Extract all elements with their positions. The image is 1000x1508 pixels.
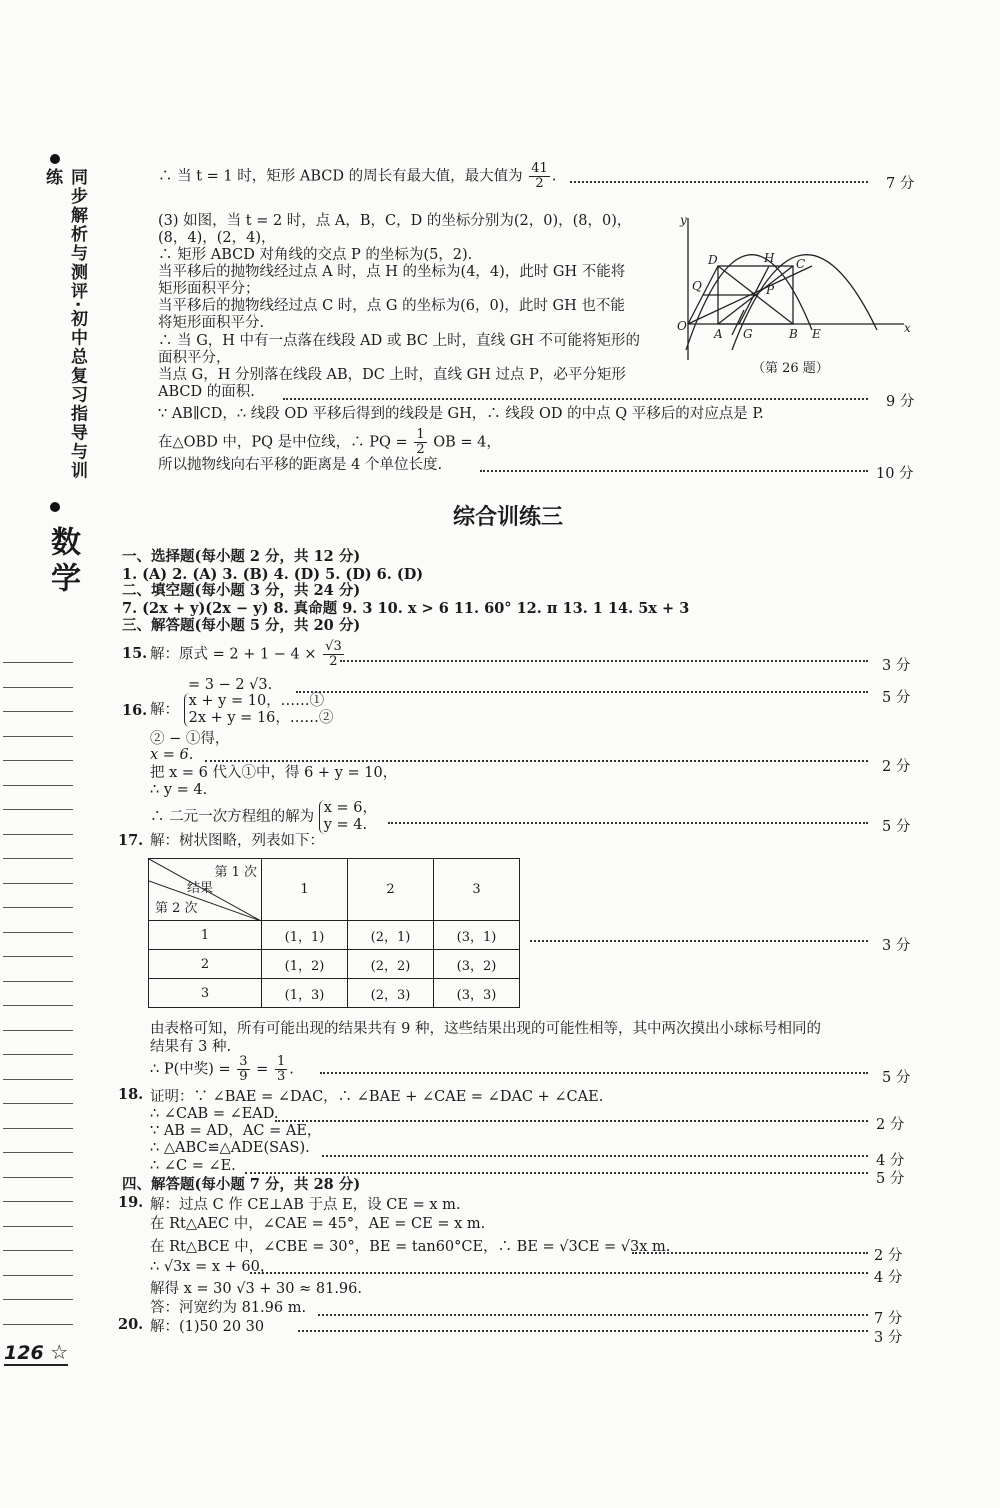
row-label: 1 — [149, 921, 262, 950]
label-y: y — [680, 213, 687, 227]
line-text: ∴ 二元一次方程组的解为 — [150, 809, 315, 825]
table-row — [149, 921, 520, 950]
result-table — [148, 858, 520, 1008]
dotted-leader — [296, 691, 868, 693]
text-line: ∴ ∠C = ∠E. — [150, 1158, 236, 1174]
row-label: 3 — [149, 979, 262, 1008]
text-line: ∵ AB∥CD，∴ 线段 OD 平移后得到的线段是 GH，∴ 线段 OD 的中点 Q 平移后的对应点是 P. — [158, 406, 764, 422]
label-a: A — [714, 327, 723, 341]
text-line: 结果有 3 种. — [150, 1039, 232, 1055]
text-line: ∴ △ABC≌△ADE(SAS). — [150, 1140, 310, 1156]
text-line: 在 Rt△BCE 中，∠CBE = 30°，BE = tan60°CE，∴ BE = √3CE = √3x m. — [150, 1239, 671, 1255]
label-g: G — [743, 327, 753, 341]
text-line: 解：树状图略，列表如下： — [150, 833, 324, 849]
table-row — [149, 979, 520, 1008]
frac-num: 3 — [239, 1054, 248, 1069]
text-line: 解：过点 C 作 CE⊥AB 于点 E，设 CE = x m. — [150, 1197, 461, 1213]
text-line: 答：河宽约为 81.96 m. — [150, 1300, 307, 1316]
section-title: 综合训练三 — [453, 505, 564, 530]
score-label: 5 分 — [882, 819, 911, 835]
subject-label: 数学 — [45, 526, 80, 598]
column-header: 2 — [348, 859, 434, 921]
row-label: 2 — [149, 950, 262, 979]
page-number — [4, 1340, 68, 1366]
table-cell: (1，2) — [262, 950, 348, 979]
table-cell: (2，3) — [348, 979, 434, 1008]
text-line: 解：(1)50 20 30 — [150, 1319, 265, 1335]
text-line: 面积平分， — [158, 350, 231, 366]
line-text: 解：原式 = 2 + 1 − 4 × — [150, 646, 317, 663]
equation: y = 4. — [323, 817, 368, 833]
equation: x = 6， — [323, 800, 377, 816]
line-text: = — [256, 1061, 269, 1078]
label-x: x — [904, 321, 911, 335]
score-label: 2 分 — [876, 1117, 905, 1133]
dotted-leader — [632, 1252, 868, 1254]
text-line: ∴ 矩形 ABCD 对角线的交点 P 的坐标为(5，2). — [158, 247, 473, 263]
text-line: 当平移后的抛物线经过点 A 时，点 H 的坐标为(4，4)，此时 GH 不能将 — [158, 264, 626, 280]
question-number: 20. — [118, 1316, 144, 1333]
corner-label: 第 2 次 — [155, 901, 198, 916]
table-cell: (1，1) — [262, 921, 348, 950]
text-line: 将矩形面积平分. — [158, 315, 265, 331]
text-line: 在 Rt△AEC 中，∠CAE = 45°，AE = CE = x m. — [150, 1216, 486, 1232]
frac-den: 9 — [239, 1069, 248, 1084]
score-label: 4 分 — [876, 1153, 905, 1169]
dotted-leader — [298, 1330, 868, 1332]
text-line: ∴ y = 4. — [150, 782, 208, 798]
score-label: 9 分 — [886, 394, 915, 410]
text-line — [150, 800, 377, 834]
bullet-dot — [50, 154, 60, 164]
text-line: 解得 x = 30 √3 + 30 ≈ 81.96. — [150, 1281, 362, 1297]
corner-label: 结果 — [187, 881, 214, 896]
fraction — [323, 640, 344, 669]
score-label: 2 分 — [882, 759, 911, 775]
star-icon: ☆ — [50, 1340, 69, 1364]
line-text: ∴ 当 t = 1 时，矩形 ABCD 的周长有最大值，最大值为 — [158, 168, 523, 185]
score-label: 5 分 — [882, 1070, 911, 1086]
table-row — [149, 950, 520, 979]
frac-num: 41 — [531, 161, 548, 176]
section-heading: 三、解答题(每小题 5 分，共 20 分) — [122, 617, 361, 634]
score-label: 10 分 — [876, 466, 914, 482]
dotted-leader — [245, 1172, 868, 1174]
label-d: D — [708, 253, 718, 267]
book-title-vertical: 同步解析与测评·初中总复习指导与训练 — [42, 168, 87, 481]
frac-num: 1 — [276, 1054, 286, 1069]
section-heading: 二、填空题(每小题 3 分，共 24 分) — [122, 582, 361, 599]
text-line: ∴ √3x = x + 60， — [150, 1259, 275, 1275]
fraction — [414, 428, 426, 457]
text-line — [150, 1055, 294, 1084]
column-header: 3 — [434, 859, 520, 921]
label-p: P — [766, 283, 775, 297]
table-cell: (3，1) — [434, 921, 520, 950]
text-line: 当点 G，H 分别落在线段 AB，DC 上时，直线 GH 过点 P，必平分矩形 — [158, 367, 626, 383]
score-label: 2 分 — [874, 1248, 903, 1264]
dotted-leader — [275, 1120, 868, 1122]
line-text: 解： — [150, 702, 179, 718]
text-line: 矩形面积平分； — [158, 281, 260, 297]
dotted-leader — [388, 822, 868, 824]
score-label: 7 分 — [886, 176, 915, 192]
dotted-leader — [570, 181, 868, 183]
table-cell: (1，3) — [262, 979, 348, 1008]
frac-den: 2 — [329, 654, 338, 669]
section-heading: 四、解答题(每小题 7 分，共 28 分) — [122, 1176, 361, 1193]
answer-line: 7. (2x + y)(2x − y) 8. 真命题 9. 3 10. x > 6 11. 60° 12. π 13. 1 14. 5x + 3 — [122, 600, 690, 617]
answer-line: 1. (A) 2. (A) 3. (B) 4. (D) 5. (D) 6. (D) — [122, 566, 424, 583]
score-label: 3 分 — [874, 1330, 903, 1346]
text-line: 当平移后的抛物线经过点 C 时，点 G 的坐标为(6，0)，此时 GH 也不能 — [158, 298, 625, 314]
text-line: 把 x = 6 代入①中，得 6 + y = 10， — [150, 765, 398, 781]
text-line: = 3 − 2 √3. — [188, 677, 273, 693]
equation-system — [184, 693, 334, 727]
score-label: 3 分 — [882, 938, 911, 954]
question-number: 16. — [122, 702, 148, 719]
table-corner — [149, 859, 262, 921]
table-cell: (3，2) — [434, 950, 520, 979]
dotted-leader — [320, 1072, 868, 1074]
label-q: Q — [692, 279, 702, 293]
label-c: C — [796, 257, 806, 271]
text-line: ② − ①得， — [150, 731, 230, 747]
line-text: ∴ P(中奖) = — [150, 1061, 231, 1078]
score-label: 7 分 — [874, 1311, 903, 1327]
frac-den: 2 — [416, 442, 425, 457]
equation: 2x + y = 16，……② — [188, 710, 334, 726]
text-line — [158, 428, 501, 457]
question-number: 17. — [118, 832, 144, 849]
question-number: 19. — [118, 1194, 144, 1211]
score-label: 5 分 — [876, 1171, 905, 1187]
figure-caption: （第 26 题） — [752, 361, 829, 376]
score-label: 5 分 — [882, 690, 911, 706]
dotted-leader — [318, 1314, 868, 1316]
label-o: O — [677, 319, 687, 333]
line-text: OB = 4， — [433, 434, 501, 451]
text-line: 证明：∵ ∠BAE = ∠DAC，∴ ∠BAE + ∠CAE = ∠DAC + ∠CAE. — [150, 1089, 604, 1105]
bullet-dot — [50, 502, 60, 512]
dotted-leader — [283, 398, 868, 400]
text-line: ∵ AB = AD，AC = AE， — [150, 1123, 322, 1139]
solution-system — [319, 800, 377, 834]
dotted-leader — [480, 470, 868, 472]
text-line — [150, 693, 333, 727]
text-line — [150, 640, 346, 669]
table-cell: (2，1) — [348, 921, 434, 950]
label-h: H — [764, 251, 775, 265]
ruled-lines — [3, 662, 73, 1348]
dotted-leader — [205, 760, 868, 762]
text-line: ∴ ∠CAB = ∠EAD. — [150, 1106, 279, 1122]
table-cell: (3，3) — [434, 979, 520, 1008]
dotted-leader — [530, 940, 868, 942]
corner-label: 第 1 次 — [214, 865, 257, 880]
text-line: ∴ 当 G，H 中有一点落在线段 AD 或 BC 上时，直线 GH 不可能将矩形的 — [158, 333, 641, 349]
dotted-leader — [250, 1272, 868, 1274]
label-b: B — [789, 327, 798, 341]
table-cell: (2，2) — [348, 950, 434, 979]
frac-num: √3 — [325, 639, 342, 654]
side-strip — [40, 150, 87, 598]
text-line: 所以抛物线向右平移的距离是 4 个单位长度. — [158, 457, 443, 473]
text-line: ABCD 的面积. — [158, 384, 255, 400]
dotted-leader — [322, 1155, 868, 1157]
text-line: 由表格可知，所有可能出现的结果共有 9 种，这些结果出现的可能性相等，其中两次摸出小球标号相同的 — [150, 1021, 821, 1037]
label-e: E — [812, 327, 821, 341]
question-number: 15. — [122, 645, 148, 662]
line-text: 在△OBD 中，PQ 是中位线，∴ PQ = — [158, 434, 408, 451]
text-line: x = 6. — [150, 747, 194, 763]
text-line: (8，4)，(2，4)， — [158, 230, 276, 246]
fraction — [275, 1055, 287, 1084]
frac-den: 3 — [276, 1069, 286, 1084]
frac-den: 2 — [535, 176, 544, 191]
line-text: . — [289, 1061, 294, 1078]
equation: x + y = 10，……① — [188, 693, 325, 709]
score-label: 4 分 — [874, 1270, 903, 1286]
column-header: 1 — [262, 859, 348, 921]
dotted-leader — [340, 660, 868, 662]
score-label: 3 分 — [882, 658, 911, 674]
question-number: 18. — [118, 1086, 144, 1103]
fraction — [529, 162, 550, 191]
text-line: (3) 如图，当 t = 2 时，点 A，B，C，D 的坐标分别为(2，0)，(8，0)， — [158, 213, 632, 229]
section-heading: 一、选择题(每小题 2 分，共 12 分) — [122, 548, 361, 565]
text-line: ∴ 当 t = 1 时，矩形 ABCD 的周长有最大值，最大值为 $\frac{41}{2}$ . — [158, 161, 557, 191]
frac-num: 1 — [416, 427, 425, 442]
page-number-text: 126 — [4, 1342, 44, 1364]
fraction — [237, 1055, 249, 1084]
